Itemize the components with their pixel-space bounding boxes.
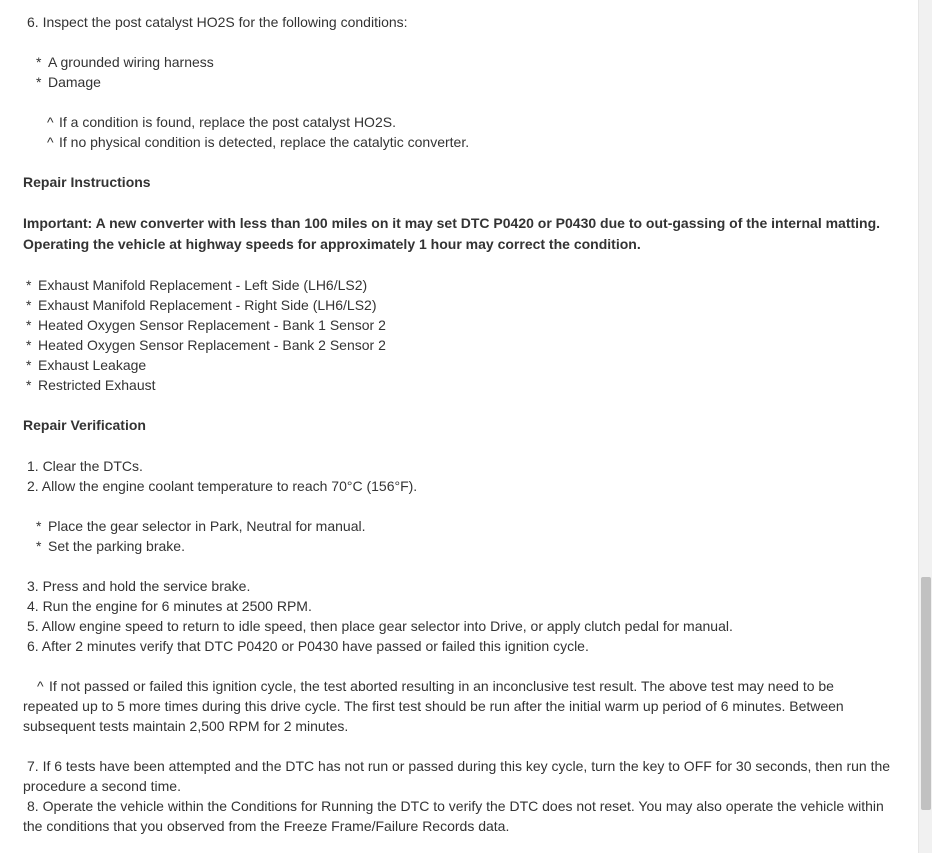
verification-sub-item: * Place the gear selector in Park, Neutral for manual. [36, 518, 366, 534]
bullet-icon: * [36, 538, 42, 554]
repair-link-item[interactable]: * Restricted Exhaust [26, 377, 156, 393]
verification-step: 1. Clear the DTCs. [27, 458, 143, 474]
verification-step: 5. Allow engine speed to return to idle speed, then place gear selector into Drive, or apply clutch pedal for manual. [27, 618, 733, 634]
condition-note: ^ If a condition is found, replace the post catalyst HO2S. [47, 114, 396, 130]
repair-instructions-heading: Repair Instructions [23, 174, 151, 190]
bullet-icon: * [26, 297, 32, 313]
condition-item: * Damage [36, 74, 101, 90]
condition-note: ^ If no physical condition is detected, replace the catalytic converter. [47, 134, 470, 150]
bullet-icon: * [26, 377, 32, 393]
important-note-line: Operating the vehicle at highway speeds for approximately 1 hour may correct the condition. [23, 236, 641, 252]
verification-step-8-line: 8. Operate the vehicle within the Conditions for Running the DTC to verify the DTC does not reset. You may also operate the vehicle within [27, 798, 884, 814]
repair-link-item[interactable]: * Exhaust Manifold Replacement - Left Side (LH6/LS2) [26, 277, 368, 293]
verification-step-7-line: procedure a second time. [23, 778, 181, 794]
step-6-text: 6. Inspect the post catalyst HO2S for the following conditions: [27, 14, 408, 30]
caret-icon: ^ [47, 114, 54, 130]
verification-step-8-line: the conditions that you observed from the Freeze Frame/Failure Records data. [23, 818, 510, 834]
caret-icon: ^ [47, 134, 54, 150]
important-note-line: Important: A new converter with less than 100 miles on it may set DTC P0420 or P0430 due to out-gassing of the internal matting. [23, 215, 881, 231]
bullet-icon: * [36, 74, 42, 90]
verification-note-line: subsequent tests maintain 2,500 RPM for 2 minutes. [23, 718, 349, 734]
repair-link-item[interactable]: * Heated Oxygen Sensor Replacement - Bank 2 Sensor 2 [26, 337, 386, 353]
bullet-icon: * [26, 337, 32, 353]
condition-item: * A grounded wiring harness [36, 54, 214, 70]
verification-sub-item: * Set the parking brake. [36, 538, 185, 554]
verification-step: 3. Press and hold the service brake. [27, 578, 251, 594]
vertical-scrollbar[interactable] [918, 0, 932, 853]
repair-link-item[interactable]: * Exhaust Manifold Replacement - Right Side (LH6/LS2) [26, 297, 377, 313]
repair-verification-heading: Repair Verification [23, 417, 146, 433]
bullet-icon: * [36, 54, 42, 70]
bullet-icon: * [36, 518, 42, 534]
verification-step: 6. After 2 minutes verify that DTC P0420 or P0430 have passed or failed this ignition cycle. [27, 638, 589, 654]
verification-note-line: ^ If not passed or failed this ignition cycle, the test aborted resulting in an inconclusive test result. The above test may need to be [37, 678, 834, 694]
scrollbar-thumb[interactable] [921, 577, 931, 810]
repair-link-item[interactable]: * Heated Oxygen Sensor Replacement - Bank 1 Sensor 2 [26, 317, 386, 333]
verification-step: 4. Run the engine for 6 minutes at 2500 RPM. [27, 598, 312, 614]
caret-icon: ^ [37, 678, 44, 694]
repair-link-item[interactable]: * Exhaust Leakage [26, 357, 147, 373]
bullet-icon: * [26, 357, 32, 373]
verification-step: 2. Allow the engine coolant temperature to reach 70°C (156°F). [27, 478, 418, 494]
bullet-icon: * [26, 317, 32, 333]
bullet-icon: * [26, 277, 32, 293]
verification-note-line: repeated up to 5 more times during this drive cycle. The first test should be run after the initial warm up period of 6 minutes. Between [23, 698, 844, 714]
verification-step-7-line: 7. If 6 tests have been attempted and the DTC has not run or passed during this key cycle, turn the key to OFF for 30 seconds, then run the [27, 758, 891, 774]
